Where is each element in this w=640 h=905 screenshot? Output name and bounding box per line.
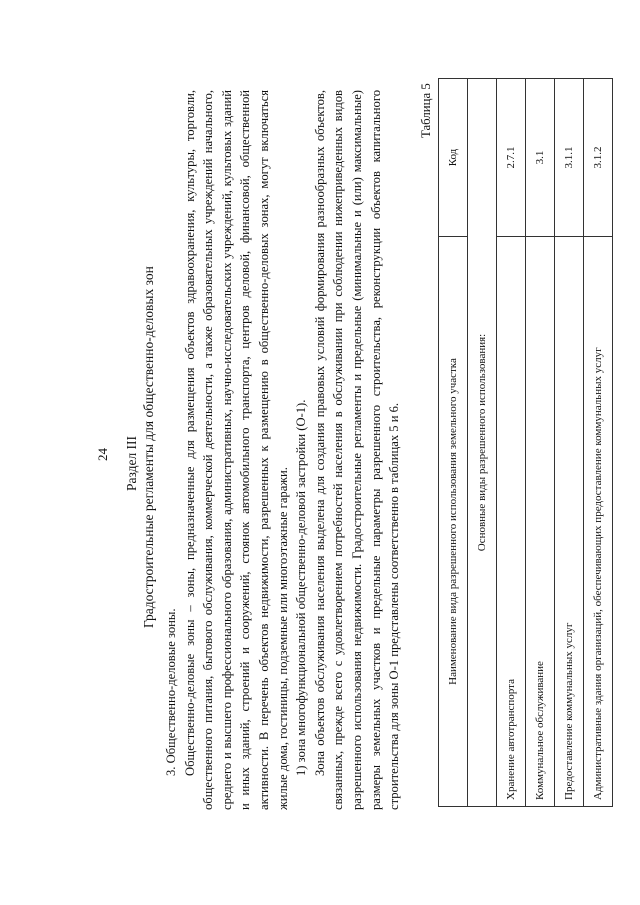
row-name-cell: Административные здания организаций, обеспечивающих предоставление коммунальных услуг	[584, 237, 613, 807]
body-text	[162, 90, 404, 810]
paragraph-definition: Общественно-деловые зоны – зоны, предназначенные для размещения объектов здравоохранения, культуры, торговли, общественного питания, бытового обслуживания, коммерческой деятельности, а также образовательных учреждений начального, среднего и высшего профессионального образования, административных, научно-исследовательских учреждений, культовых зданий и иных зданий, строений и сооружений, стоянок автомобильного транспорта, центров деловой, финансовой, общественной активности. В перечень объектов недвижимости, разрешенных к размещению в общественно-деловых зонах, могут включаться жилые дома, гостиницы, подземные или многоэтажные гаражи.	[182, 90, 290, 810]
page-number: 24	[95, 448, 110, 461]
section-title: Раздел III	[124, 435, 139, 491]
permitted-use-table	[438, 78, 613, 807]
table-row	[555, 79, 584, 807]
row-name-cell: Коммунальное обслуживание	[526, 237, 555, 807]
row-code-cell: 3.1.2	[584, 79, 613, 237]
row-name-cell: Хранение автотранспорта	[497, 237, 526, 807]
row-code-cell: 3.1.1	[555, 79, 584, 237]
table-group-row	[468, 79, 497, 807]
paragraph-zone-description: Зона объектов обслуживания населения выделена для создания правовых условий формирования разнообразных объектов, связанных, прежде всего с удовлетворением потребностей населения в обслуживании при соблюдении нижеприведенных видов разрешенного использования недвижимости. Градостроительные регламенты и предельные (минимальные и (или) максимальные) размеры земельных участков и предельные параметры разрешенного строительства, реконструкции объектов капитального строительства для зоны О-1 представлены соответственно в таблицах 5 и 6.	[312, 90, 402, 810]
paragraph-heading: 3. Общественно-деловые зоны.	[164, 608, 178, 776]
paragraph-zone-o1: 1) зона многофункциональной общественно-деловой застройки (О-1).	[294, 399, 309, 776]
section-subtitle: Градостроительные регламенты для общественно-деловых зон	[141, 266, 156, 628]
header-code-cell: Код	[439, 79, 468, 237]
table-row	[584, 79, 613, 807]
row-code-cell: 2.7.1	[497, 79, 526, 237]
group-label-cell: Основные виды разрешенного использования:	[468, 79, 497, 807]
table-header-row	[439, 79, 468, 807]
header-name-cell: Наименование вида разрешенного использования земельного участка	[439, 237, 468, 807]
table-row	[526, 79, 555, 807]
table-row	[497, 79, 526, 807]
row-code-cell: 3.1	[526, 79, 555, 237]
row-name-cell: Предоставление коммунальных услуг	[555, 237, 584, 807]
table-caption: Таблица 5	[419, 83, 433, 138]
